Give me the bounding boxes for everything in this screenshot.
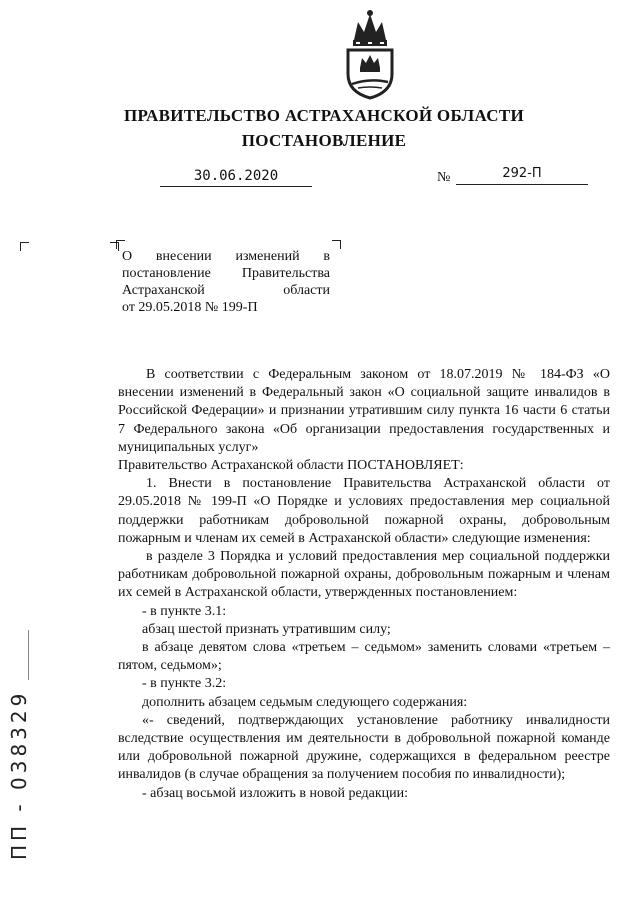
number-label: № <box>437 170 451 185</box>
body-paragraph: Правительство Астраханской области ПОСТАНОВЛЯЕТ: <box>118 458 464 474</box>
organization-title: ПРАВИТЕЛЬСТВО АСТРАХАНСКОЙ ОБЛАСТИ <box>124 106 524 125</box>
document-subject <box>122 248 330 316</box>
body-paragraph: абзац шестой признать утратившим силу; <box>142 621 391 637</box>
body-paragraph: в разделе 3 Порядка и условий предоставления мер социальной поддержки работникам добровольной пожарной охраны, добровольным пожарным и членам их семей в Астраханской области, утвержденных постановлением: <box>118 549 610 601</box>
subject-line: от 29.05.2018 № 199-П <box>122 300 258 315</box>
body-paragraph: дополнить абзацем седьмым следующего содержания: <box>142 694 468 710</box>
body-paragraph: в абзаце девятом слова «третьем – седьмом» заменить словами «третьем – пятом, седьмом»; <box>118 640 610 674</box>
document-body <box>118 366 610 803</box>
coat-of-arms-icon <box>340 8 400 100</box>
side-serial-number: ПП - 038329 <box>7 689 31 860</box>
subject-line: Астраханской области <box>122 283 330 298</box>
subject-line: постановление Правительства <box>122 266 330 281</box>
subject-line: О внесении изменений в <box>122 249 330 264</box>
body-paragraph: - в пункте 3.2: <box>142 676 227 692</box>
body-paragraph: - в пункте 3.1: <box>142 603 227 619</box>
document-number: 292-П <box>456 166 588 185</box>
corner-mark <box>332 240 341 249</box>
document-date: 30.06.2020 <box>160 168 312 187</box>
body-paragraph: - абзац восьмой изложить в новой редакции: <box>142 785 409 801</box>
document-type-title: ПОСТАНОВЛЕНИЕ <box>241 131 407 150</box>
body-paragraph: 1. Внести в постановление Правительства Астраханской области от 29.05.2018 № 199-П «О Порядке и условиях предоставления мер социальной поддержки работникам добровольной пожарной охраны, добровольным пожарным и членам их семей в Астраханской области» следующие изменения: <box>118 476 610 546</box>
body-paragraph: В соответствии с Федеральным законом от 18.07.2019 № 184-ФЗ «О внесении изменений в Федеральный закон «О социальной защите инвалидов в Российской Федерации» и признании утратившим силу пункта 16 части 6 статьи 7 Федерального закона «Об организации предоставления государственных и муниципальных услуг» <box>118 367 610 455</box>
corner-mark <box>20 242 29 251</box>
body-paragraph: «- сведений, подтверждающих установление работнику инвалидности вследствие осуществления им деятельности в добровольной пожарной команде или добровольной пожарной дружине, содержащихся в федеральном реестре инвалидов (в случае обращения за получением пособия по инвалидности); <box>118 712 610 783</box>
